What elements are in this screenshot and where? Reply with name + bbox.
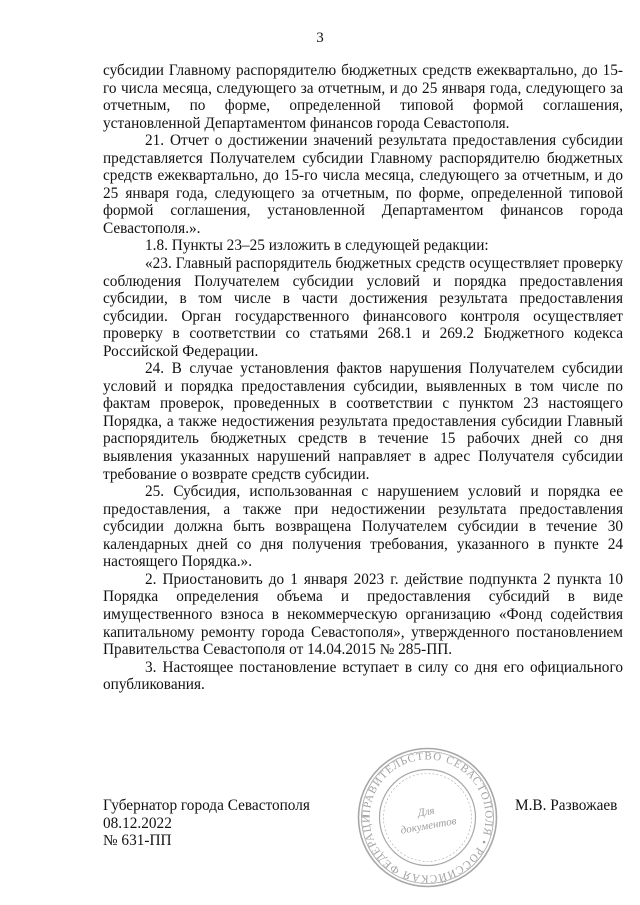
paragraph: 3. Настоящее постановление вступает в силу со дня его официального опубликования. [103,658,623,694]
page-number: 3 [316,30,324,46]
paragraph: 21. Отчет о достижении значений результата предоставления субсидии представляется Получателем субсидии Главному распорядителю бюджетных средств ежеквартально, до 15-го числа месяца, следующего за отчетным, и до 25 января года, следующего за отчетным, по форме, определенной типовой формой соглашения, установленной Департаментом финансов города Севастополя.». [103,132,623,237]
seal-inner-text: Для [416,804,436,820]
document-number: № 631-ПП [103,832,172,849]
document-body [103,62,623,694]
paragraph: субсидии Главному распорядителю бюджетных средств ежеквартально, до 15-го числа месяца, следующего за отчетным, и до 25 января года, следующего за отчетным, по форме, определенной типовой формой соглашения, установленной Департаментом финансов города Севастополя. [103,62,623,132]
paragraph: 24. В случае установления фактов нарушения Получателем субсидии условий и порядка предоставления субсидии, выявленных в том числе по фактам проверок, проведенных в соответствии с пунктом 23 настоящего Порядка, а также недостижения результата предоставления субсидии Главный распорядитель бюджетных средств в течение 15 рабочих дней со дня выявления указанных нарушений направляет в адрес Получателя субсидии требование о возврате средств субсидии. [103,360,623,483]
seal-graphic [355,745,500,890]
paragraph: 1.8. Пункты 23–25 изложить в следующей редакции: [145,237,489,255]
document-date: 08.12.2022 [103,814,172,832]
seal-inner-text: документов [399,815,458,837]
signer-name: М.В. Развожаев [515,797,618,814]
official-seal-stamp [355,745,500,890]
seal-outer-text: ПРАВИТЕЛЬСТВО СЕВАСТОПОЛЯ • РОССИЙСКАЯ ФЕДЕРАЦИ [360,750,495,885]
signer-position: Губернатор города Севастополя [103,797,310,814]
paragraph: 25. Субсидия, использованная с нарушением условий и порядка ее предоставления, а также при недостижении результата предоставления субсидии должна быть возвращена Получателем субсидии в течение 30 календарных дней со дня получения требования, указанного в пункте 24 настоящего Порядка.». [103,483,623,571]
signature-block [103,797,310,850]
paragraph: 2. Приостановить до 1 января 2023 г. действие подпункта 2 пункта 10 Порядка определения объема и предоставления субсидий в виде имущественного взноса в некоммерческую организацию «Фонд содействия капитальному ремонту города Севастополя», утвержденного постановлением Правительства Севастополя от 14.04.2015 № 285-ПП. [103,570,623,659]
paragraph: «23. Главный распорядитель бюджетных средств осуществляет проверку соблюдения Получателем субсидии условий и порядка предоставления субсидии, в том числе в части достижения результата предоставления субсидии. Орган государственного финансового контроля осуществляет проверку в соответствии со статьями 268.1 и 269.2 Бюджетного кодекса Российской Федерации. [103,255,623,360]
